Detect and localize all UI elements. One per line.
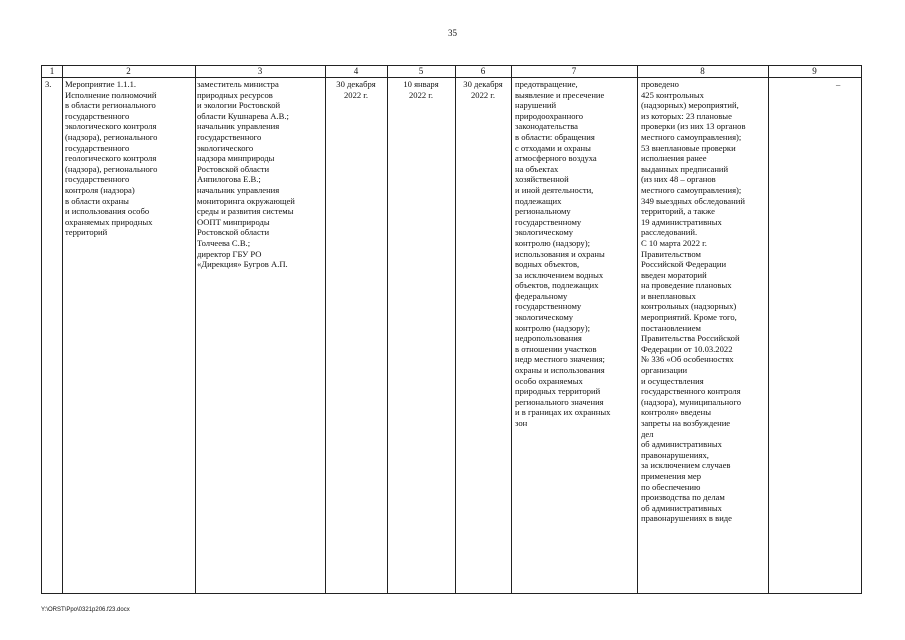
page-number: 35 — [448, 28, 457, 38]
column-divider — [455, 66, 456, 593]
column-header-8: 8 — [700, 66, 705, 76]
column-header-6: 6 — [480, 66, 486, 76]
column-divider — [768, 66, 769, 593]
expected-result-cell: предотвращение, выявление и пресечение нарушений природоохранного законодательства в области: обращения с отходами и охраны атмосферного воздуха на объектах хозяйственной и иной деятельности, подлежащих региональному государственному экологическому контролю (надзору); использования и охраны водных объектов, за исключением водных объектов, подлежащих федеральному государственному экологическому контролю (надзору); недропользования в отношении участков недр местного значения; охраны и использования особо охраняемых природных территорий регионального значения и в границах их охранных зон — [515, 79, 611, 428]
responsible-cell: заместитель министра природных ресурсов и экологии Ростовской области Кушнарева А.В.; начальник управления государственного экологического надзора минприроды Ростовской области Анпилогова Е.В.; начальник управления мониторинга окружающей среды и развития системы ООПТ минприроды Ростовской области Толчеева С.В.; директор ГБУ РО «Дирекция» Бугров А.П. — [197, 79, 295, 270]
planned-date-cell: 30 декабря 2022 г. — [336, 79, 376, 100]
note-cell: – — [836, 79, 841, 89]
column-divider — [62, 66, 63, 593]
end-date-cell: 30 декабря 2022 г. — [463, 79, 503, 100]
row-number: 3. — [45, 79, 52, 89]
measure-cell: Мероприятие 1.1.1. Исполнение полномочий в области регионального государственного экологического контроля (надзора), регионального государственного геологического контроля (надзора), регионального государственного контроля (надзора) в области охраны и использования особо охраняемых природных территорий — [65, 79, 158, 238]
column-header-4: 4 — [353, 66, 359, 76]
column-divider — [195, 66, 196, 593]
column-header-9: 9 — [812, 66, 817, 76]
column-header-7: 7 — [571, 66, 577, 76]
column-header-2: 2 — [126, 66, 131, 76]
column-divider — [637, 66, 638, 593]
column-header-3: 3 — [257, 66, 263, 76]
header-divider — [42, 77, 861, 78]
report-table — [41, 65, 862, 594]
column-divider — [511, 66, 512, 593]
column-divider — [387, 66, 388, 593]
start-date-cell: 10 января 2022 г. — [403, 79, 439, 100]
document-path: Y:\ORST\Ppo\0321p206.f23.docx — [41, 607, 130, 613]
actual-result-cell: проведено 425 контрольных (надзорных) мероприятий, из которых: 23 плановые проверки (из них 13 органов местного самоуправления); 53 внеплановые проверки исполнения ранее выданных предписаний (из них 48 – органов местного самоуправления); 349 выездных обследований территорий, а также 19 административных расследований. С 10 марта 2022 г. Правительством Российской Федерации введен мораторий на проведение плановых и внеплановых контрольных (надзорных) мероприятий. Кроме того, постановлением Правительства Российской Федерации от 10.03.2022 № 336 «Об особенностях организации и осуществления государственного контроля (надзора), муниципального контроля» введены запреты на возбуждение дел об административных правонарушениях, за исключением случаев применения мер по обеспечению производства по делам об административных правонарушениях в виде — [641, 79, 746, 524]
column-header-5: 5 — [418, 66, 424, 76]
column-divider — [325, 66, 326, 593]
column-header-1: 1 — [49, 66, 55, 76]
